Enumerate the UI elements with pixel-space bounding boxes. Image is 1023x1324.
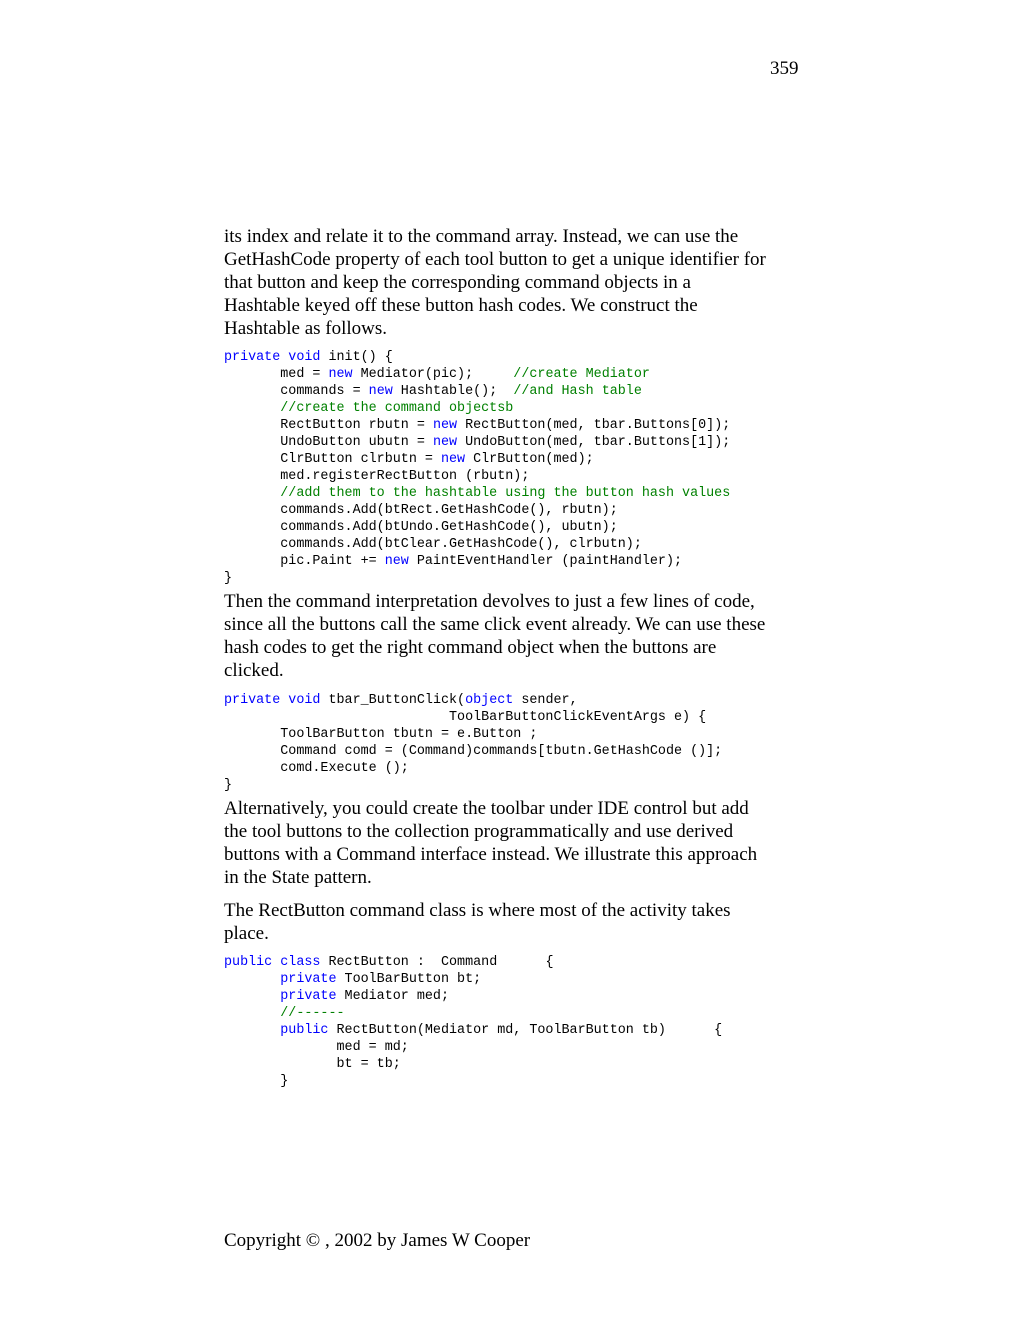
paragraph-rectbutton-intro <box>224 899 814 945</box>
code-line <box>224 709 824 726</box>
code-text <box>224 1006 280 1021</box>
code-text: RectButton(med, tbar.Buttons[0]); <box>457 418 731 433</box>
code-keyword: void <box>288 693 321 708</box>
code-keyword: private <box>224 693 281 708</box>
code-line <box>224 1073 824 1090</box>
code-keyword: void <box>288 350 321 365</box>
paragraph-hashtable-intro <box>224 225 814 340</box>
code-text <box>224 1023 280 1038</box>
code-line <box>224 726 824 743</box>
code-keyword: new <box>368 384 393 399</box>
code-keyword: new <box>328 367 353 382</box>
code-text: pic.Paint += <box>224 554 385 569</box>
code-line <box>224 485 824 502</box>
code-text: PaintEventHandler (paintHandler); <box>408 554 683 569</box>
code-comment: //------ <box>280 1006 345 1021</box>
code-line <box>224 954 824 971</box>
code-keyword: public <box>280 1023 329 1038</box>
code-line <box>224 1005 824 1022</box>
code-text: sender, <box>513 693 578 708</box>
text-line: that button and keep the corresponding command objects in a <box>224 272 691 293</box>
text-line: Alternatively, you could create the toolbar under IDE control but add <box>224 798 749 819</box>
code-comment: //and Hash table <box>513 384 642 399</box>
code-comment: //create the command objectsb <box>280 401 514 416</box>
code-text: ToolBarButton bt; <box>336 972 482 987</box>
code-line <box>224 400 824 417</box>
page-number: 359 <box>770 58 799 79</box>
code-text: commands.Add(btUndo.GetHashCode(), ubutn); <box>224 520 618 535</box>
code-line <box>224 692 824 709</box>
text-line: place. <box>224 923 269 944</box>
text-line: buttons with a Command interface instead. We illustrate this approach <box>224 844 758 865</box>
code-keyword: new <box>432 418 458 433</box>
code-text <box>224 989 280 1004</box>
code-line <box>224 451 824 468</box>
code-block-button-click <box>224 692 824 794</box>
paragraph-alternative-approach <box>224 797 814 889</box>
code-line <box>224 383 824 400</box>
code-keyword: object <box>465 693 514 708</box>
code-text: RectButton rbutn = <box>224 418 433 433</box>
code-line <box>224 502 824 519</box>
code-text: Mediator(pic); <box>352 367 514 382</box>
code-keyword: private <box>280 972 337 987</box>
code-line <box>224 988 824 1005</box>
code-text: ToolBarButton tbutn = e.Button ; <box>224 727 538 742</box>
code-comment: //create Mediator <box>513 367 650 382</box>
text-line: in the State pattern. <box>224 867 372 888</box>
code-text: med = md; <box>224 1040 409 1055</box>
code-comment: //add them to the hashtable using the button hash values <box>280 486 731 501</box>
code-line <box>224 468 824 485</box>
code-text <box>224 486 280 501</box>
code-text: UndoButton ubutn = <box>224 435 433 450</box>
code-line <box>224 971 824 988</box>
code-text: } <box>224 1074 289 1089</box>
code-line <box>224 1039 824 1056</box>
code-keyword: new <box>384 554 409 569</box>
code-line <box>224 417 824 434</box>
code-text: ClrButton clrbutn = <box>224 452 441 467</box>
code-text: commands = <box>224 384 369 399</box>
text-line: the tool buttons to the collection programmatically and use derived <box>224 821 734 842</box>
code-text: Hashtable(); <box>392 384 514 399</box>
code-keyword: public <box>224 955 273 970</box>
text-line: its index and relate it to the command array. Instead, we can use the <box>224 226 739 247</box>
code-text: ToolBarButtonClickEventArgs e) { <box>224 710 707 725</box>
code-text: bt = tb; <box>224 1057 401 1072</box>
code-keyword: new <box>440 452 466 467</box>
code-line <box>224 1022 824 1039</box>
text-line: Hashtable as follows. <box>224 318 388 339</box>
code-line <box>224 777 824 794</box>
code-block-init <box>224 349 824 587</box>
code-text: commands.Add(btRect.GetHashCode(), rbutn); <box>224 503 618 518</box>
text-line: hash codes to get the right command object when the buttons are <box>224 637 717 658</box>
code-text: med.registerRectButton (rbutn); <box>224 469 530 484</box>
code-keyword: private <box>280 989 337 1004</box>
paragraph-command-interpretation <box>224 590 814 682</box>
code-text <box>224 972 280 987</box>
code-block-rectbutton-class <box>224 954 824 1090</box>
text-line: GetHashCode property of each tool button to get a unique identifier for <box>224 249 766 270</box>
code-line <box>224 760 824 777</box>
text-line: Hashtable keyed off these button hash codes. We construct the <box>224 295 698 316</box>
code-line <box>224 743 824 760</box>
code-text: Command comd = (Command)commands[tbutn.GetHashCode ()]; <box>224 744 723 759</box>
code-text: RectButton : Command { <box>320 955 554 970</box>
code-text: } <box>224 571 233 586</box>
code-line <box>224 570 824 587</box>
code-text: tbar_ButtonClick( <box>320 693 466 708</box>
code-text: } <box>224 778 233 793</box>
code-text: Mediator med; <box>336 989 449 1004</box>
code-text: init() { <box>320 350 393 365</box>
code-text: med = <box>224 367 329 382</box>
code-line <box>224 434 824 451</box>
code-line <box>224 519 824 536</box>
code-line <box>224 366 824 383</box>
text-line: Then the command interpretation devolves to just a few lines of code, <box>224 591 755 612</box>
code-text: UndoButton(med, tbar.Buttons[1]); <box>457 435 731 450</box>
text-line: The RectButton command class is where most of the activity takes <box>224 900 731 921</box>
code-line <box>224 1056 824 1073</box>
code-text: RectButton(Mediator md, ToolBarButton tb) { <box>328 1023 723 1038</box>
text-line: since all the buttons call the same click event already. We can use these <box>224 614 766 635</box>
code-keyword: new <box>432 435 458 450</box>
copyright-footer: Copyright © , 2002 by James W Cooper <box>224 1230 531 1251</box>
code-line <box>224 349 824 366</box>
code-text: comd.Execute (); <box>224 761 409 776</box>
code-keyword: private <box>224 350 281 365</box>
code-text: commands.Add(btClear.GetHashCode(), clrbutn); <box>224 537 642 552</box>
text-line: clicked. <box>224 660 284 681</box>
code-line <box>224 553 824 570</box>
code-keyword: class <box>280 955 321 970</box>
code-text <box>224 401 280 416</box>
code-text: ClrButton(med); <box>465 452 594 467</box>
code-line <box>224 536 824 553</box>
